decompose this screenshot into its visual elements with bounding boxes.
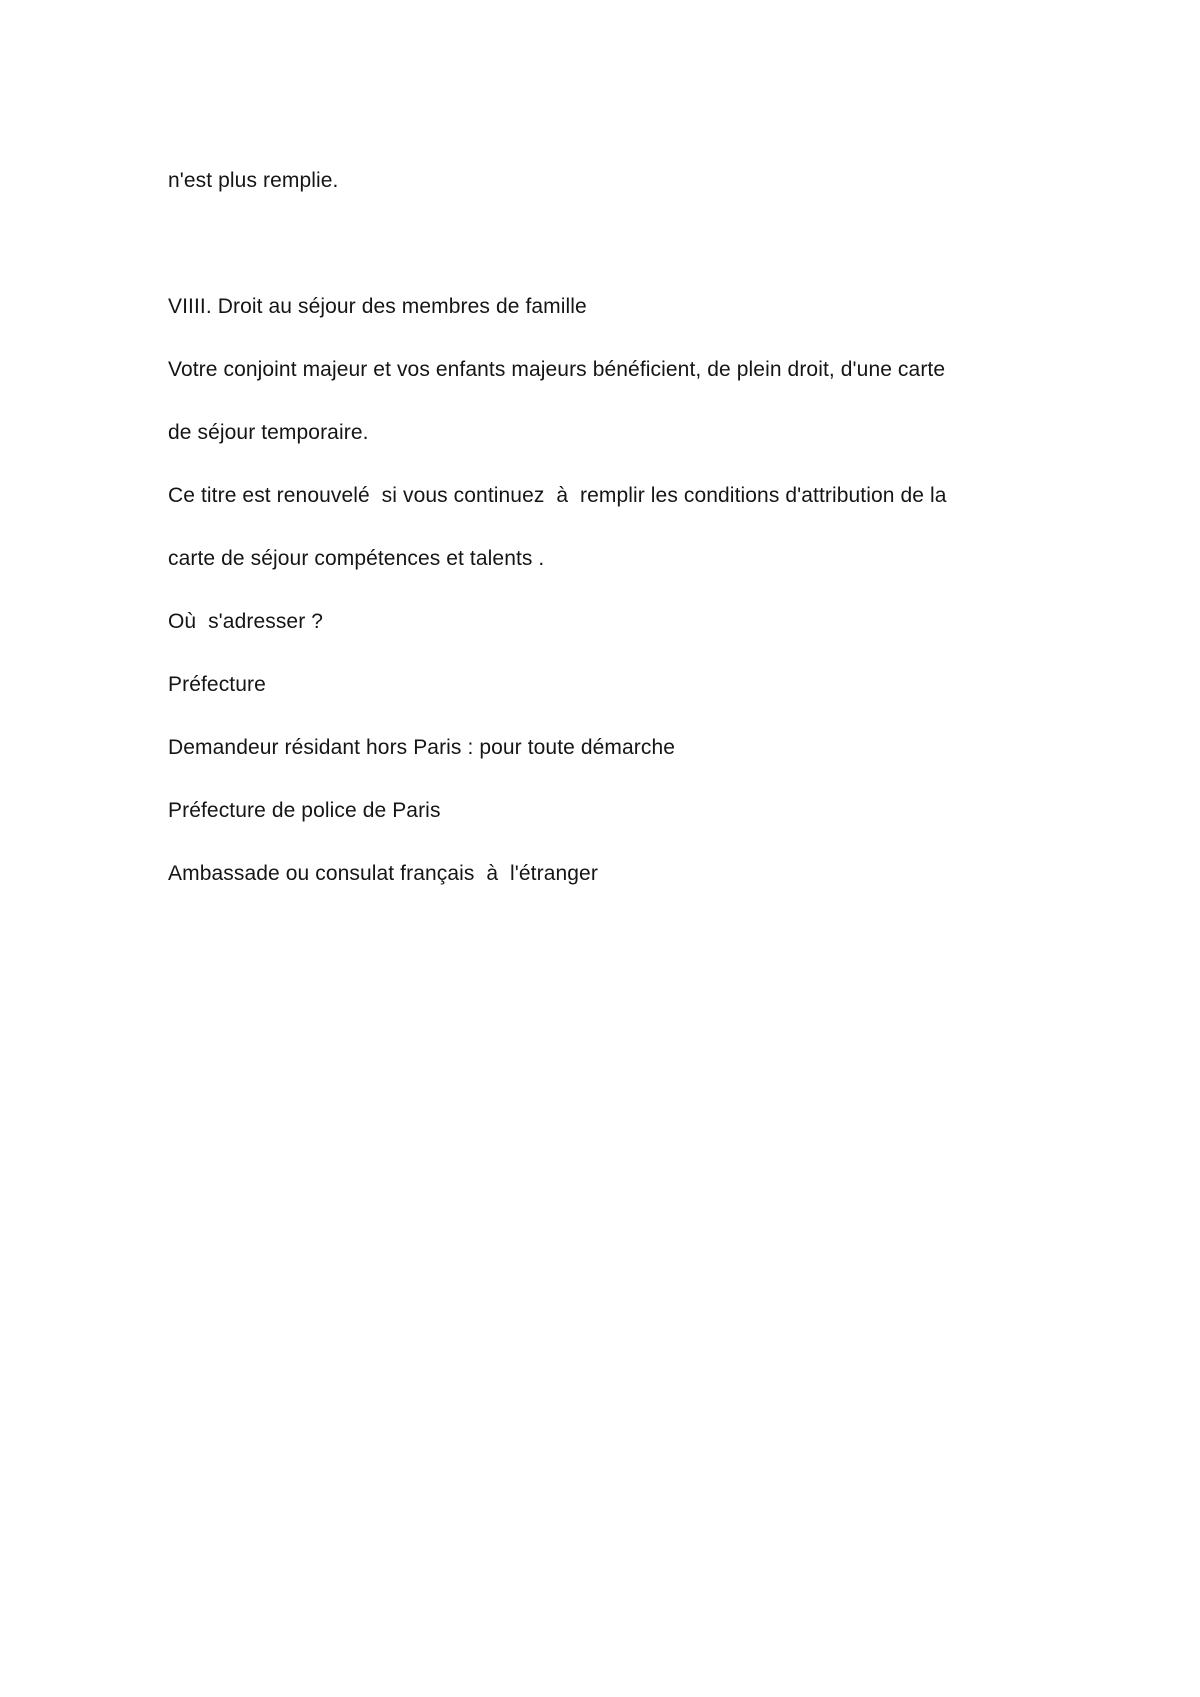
body-line: Votre conjoint majeur et vos enfants majeurs bénéficient, de plein droit, d'une carte <box>168 358 946 381</box>
blank-line <box>168 212 958 275</box>
document-text-block <box>168 149 958 905</box>
body-line: n'est plus remplie. <box>168 169 339 192</box>
body-line: Ambassade ou consulat français à l'étranger <box>168 862 598 885</box>
body-line: Préfecture <box>168 673 266 696</box>
body-line: Demandeur résidant hors Paris : pour toute démarche <box>168 736 676 759</box>
body-line: Ce titre est renouvelé si vous continuez à remplir les conditions d'attribution de la <box>168 484 947 507</box>
subheading-line: Où s'adresser ? <box>168 610 324 633</box>
body-line: Préfecture de police de Paris <box>168 799 441 822</box>
body-line: de séjour temporaire. <box>168 421 369 444</box>
body-line: carte de séjour compétences et talents . <box>168 547 545 570</box>
section-heading: VIIII. Droit au séjour des membres de famille <box>168 295 587 318</box>
